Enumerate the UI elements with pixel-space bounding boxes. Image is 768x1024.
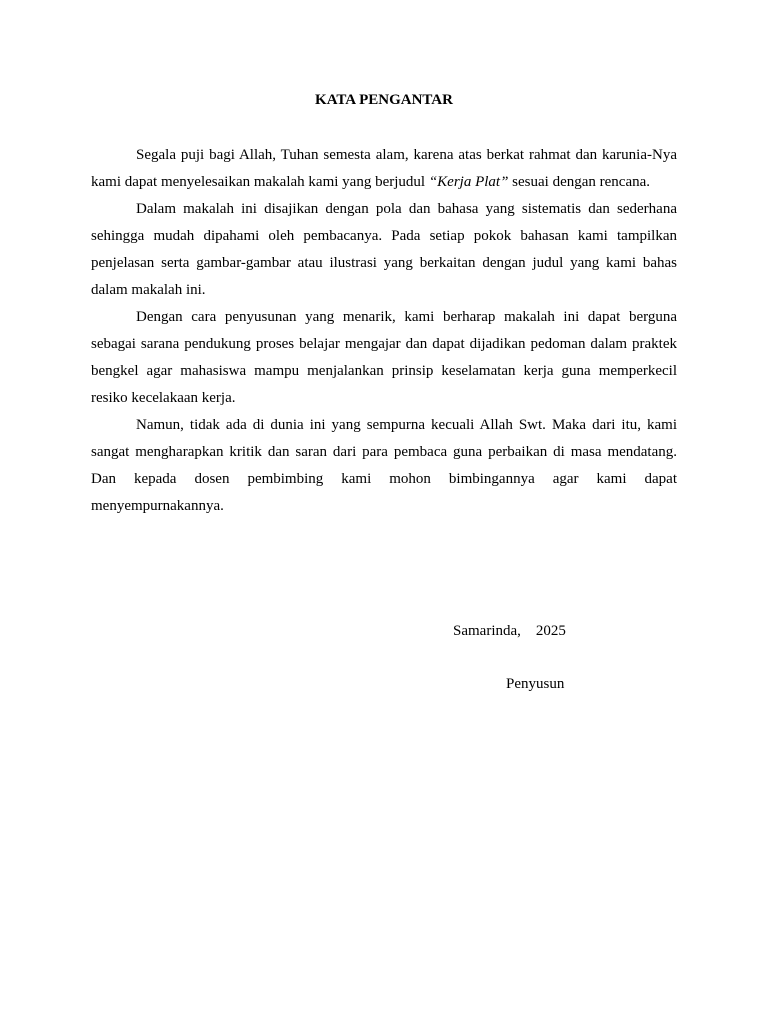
- paragraph-1-text-after: sesuai dengan rencana.: [508, 174, 651, 190]
- paragraph-4-end: menyempurnakannya.: [91, 498, 224, 514]
- paragraph-3: Dengan cara penyusunan yang menarik, kami berharap makalah ini dapat berguna sebagai sarana pendukung proses belajar mengajar dan dapat dijadikan pedoman dalam praktek bengkel agar mahasiswa mampu menjalankan prinsip keselamatan kerja guna memperkecil resiko kecelakaan kerja.: [91, 309, 677, 406]
- closing-author: Penyusun: [506, 676, 565, 692]
- paragraph-1-text-before: Segala puji bagi Allah, Tuhan semesta alam, karena atas berkat rahmat dan karunia-Nya kami dapat menyelesaikan makalah kami yang berjudul: [91, 147, 677, 190]
- paragraph-4: Namun, tidak ada di dunia ini yang sempurna kecuali Allah Swt. Maka dari itu, kami sangat mengharapkan kritik dan saran dari para pembaca guna perbaikan di masa mendatang. Dan kepada dosen pembimbing kami mohon bimbingannya agar kami dapat: [91, 417, 677, 487]
- paper-title-quote: “Kerja Plat”: [428, 174, 509, 190]
- page-title: KATA PENGANTAR: [315, 92, 453, 108]
- paragraph-1: [91, 142, 677, 196]
- closing-place-date: Samarinda, 2025: [453, 623, 566, 639]
- paragraph-2: Dalam makalah ini disajikan dengan pola dan bahasa yang sistematis dan sederhana sehingga mudah dipahami oleh pembacanya. Pada setiap pokok bahasan kami tampilkan penjelasan serta gambar-gambar atau ilustrasi yang berkaitan dengan judul yang kami bahas dalam makalah ini.: [91, 201, 677, 298]
- body-text: [91, 142, 677, 520]
